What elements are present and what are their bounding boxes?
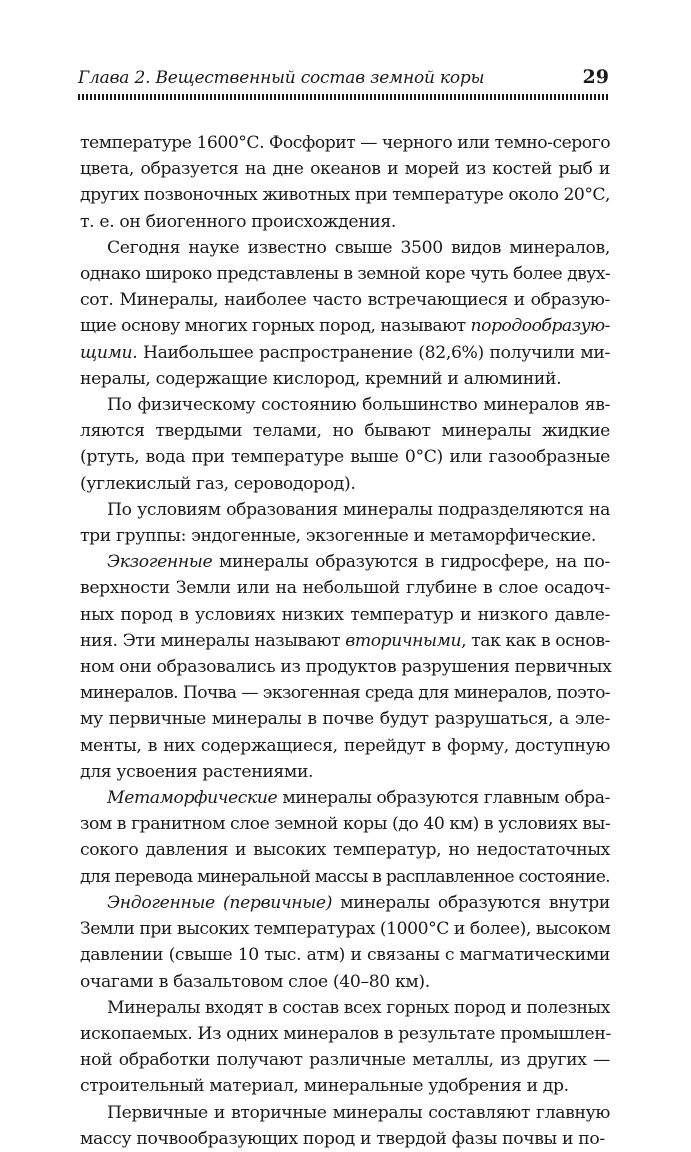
text-run: ных пород в условиях низких температур и низкого давле- bbox=[80, 604, 610, 625]
text-run: массу почвообразующих пород и твердой фазы почвы и по- bbox=[80, 1128, 605, 1149]
paragraph bbox=[80, 235, 610, 392]
text-line bbox=[80, 156, 610, 182]
text-run: минералов. Почва — экзогенная среда для минералов, поэто- bbox=[80, 683, 610, 704]
text-run: других позвоночных животных при температуре около 20°С, bbox=[80, 185, 610, 206]
text-line bbox=[80, 995, 610, 1021]
text-line bbox=[80, 602, 610, 628]
text-line bbox=[80, 182, 610, 208]
text-line bbox=[80, 235, 610, 261]
text-line bbox=[80, 733, 610, 759]
text-run: три группы: эндогенные, экзогенные и метаморфические. bbox=[80, 526, 597, 547]
text-line bbox=[80, 1073, 610, 1099]
text-line bbox=[80, 549, 610, 575]
text-run: верхности Земли или на небольшой глубине в слое осадоч- bbox=[80, 578, 610, 599]
text-run: , так как в основ- bbox=[461, 630, 610, 651]
text-run: минералы образуются в гидросфере, на по- bbox=[212, 552, 610, 573]
text-run: строительный материал, минеральные удобрения и др. bbox=[80, 1076, 569, 1097]
text-run: давлении (свыше 10 тыс. атм) и связаны с магматическими bbox=[80, 945, 610, 966]
text-run: минералы образуются главным обра- bbox=[277, 788, 610, 809]
text-run: сокого давления и высоких температур, но недостаточных bbox=[80, 840, 610, 861]
italic-term: щими bbox=[80, 342, 133, 363]
text-run: (ртуть, вода при температуре выше 0°С) или газообразные bbox=[80, 447, 610, 468]
text-run: температуре 1600°С. Фосфорит — черного или темно-серого bbox=[80, 133, 611, 153]
text-line bbox=[80, 209, 610, 235]
text-run: Земли при высоких температурах (1000°С и более), высоком bbox=[80, 919, 611, 940]
text-run: Первичные и вторичные минералы составляют главную bbox=[107, 1102, 610, 1123]
text-run: ной обработки получают различные металлы, из других — bbox=[80, 1050, 610, 1071]
paragraph bbox=[80, 549, 610, 785]
text-run: Сегодня науке известно свыше 3500 видов минералов, bbox=[107, 237, 610, 258]
text-run: зом в гранитном слое земной коры (до 40 км) в условиях вы- bbox=[80, 814, 611, 835]
text-line bbox=[80, 340, 610, 366]
text-line bbox=[80, 313, 610, 339]
text-line bbox=[80, 706, 610, 732]
text-line bbox=[80, 418, 610, 444]
running-header bbox=[78, 66, 609, 90]
text-run: щие основу многих горных пород, называют bbox=[80, 316, 471, 337]
text-run: очагами в базальтовом слое (40–80 км). bbox=[80, 971, 430, 992]
body-text bbox=[80, 130, 610, 1152]
text-run: менты, в них содержащиеся, перейдут в форму, доступную bbox=[80, 735, 610, 756]
italic-term: породообразую- bbox=[470, 316, 610, 337]
text-line bbox=[80, 785, 610, 811]
paragraph bbox=[80, 785, 610, 890]
text-line bbox=[80, 654, 610, 680]
text-line bbox=[80, 287, 610, 313]
text-line bbox=[80, 628, 610, 654]
text-run: По условиям образования минералы подразделяются на bbox=[107, 499, 610, 520]
text-run: для перевода минеральной массы в расплавленное состояние. bbox=[80, 866, 610, 887]
italic-term: Метаморфические bbox=[107, 788, 278, 809]
text-line bbox=[80, 916, 610, 942]
text-line bbox=[80, 864, 610, 890]
text-line bbox=[80, 811, 610, 837]
text-run: По физическому состоянию большинство минералов яв- bbox=[107, 395, 610, 416]
text-line bbox=[80, 261, 610, 287]
text-line bbox=[80, 444, 610, 470]
text-line bbox=[80, 969, 610, 995]
text-run: Минералы входят в состав всех горных пород и полезных bbox=[107, 997, 610, 1018]
paragraph bbox=[80, 1100, 610, 1152]
chapter-title: Глава 2. Вещественный состав земной коры bbox=[78, 68, 485, 88]
text-line bbox=[80, 366, 610, 392]
text-run: . Наибольшее распространение (82,6%) получили ми- bbox=[132, 342, 610, 363]
header-divider bbox=[78, 94, 609, 100]
text-line bbox=[80, 497, 610, 523]
text-line bbox=[80, 523, 610, 549]
paragraph bbox=[80, 130, 610, 235]
text-line bbox=[80, 1021, 610, 1047]
page-number: 29 bbox=[582, 66, 609, 88]
text-run: ископаемых. Из одних минералов в результате промышлен- bbox=[80, 1023, 611, 1044]
paragraph bbox=[80, 995, 610, 1100]
text-line bbox=[80, 1100, 610, 1126]
italic-term: Эндогенные (первичные) bbox=[107, 892, 333, 913]
text-run: нералы, содержащие кислород, кремний и алюминий. bbox=[80, 368, 562, 389]
text-line bbox=[80, 130, 610, 156]
text-run: ляются твердыми телами, но бывают минералы жидкие bbox=[80, 421, 610, 442]
text-run: му первичные минералы в почве будут разрушаться, а эле- bbox=[80, 709, 610, 730]
text-line bbox=[80, 575, 610, 601]
text-run: сот. Минералы, наиболее часто встречающиеся и образую- bbox=[80, 290, 610, 311]
text-run: однако широко представлены в земной коре чуть более двух- bbox=[80, 264, 611, 285]
text-run: (углекислый газ, сероводород). bbox=[80, 473, 356, 494]
text-run: т. е. он биогенного происхождения. bbox=[80, 211, 397, 232]
italic-term: Экзогенные bbox=[107, 552, 213, 573]
text-line bbox=[80, 759, 610, 785]
text-line bbox=[80, 837, 610, 863]
text-line bbox=[80, 942, 610, 968]
paragraph bbox=[80, 890, 610, 995]
text-line bbox=[80, 680, 610, 706]
paragraph bbox=[80, 392, 610, 497]
italic-term: вторичными bbox=[345, 630, 462, 651]
text-run: цвета, образуется на дне океанов и морей из костей рыб и bbox=[80, 159, 610, 180]
text-line bbox=[80, 392, 610, 418]
text-run: минералы образуются внутри bbox=[332, 892, 610, 913]
text-line bbox=[80, 1047, 610, 1073]
text-line bbox=[80, 1126, 610, 1152]
text-run: ния. Эти минералы называют bbox=[80, 630, 346, 651]
text-line bbox=[80, 471, 610, 497]
text-line bbox=[80, 890, 610, 916]
paragraph bbox=[80, 497, 610, 549]
text-run: для усвоения растениями. bbox=[80, 761, 314, 782]
text-run: ном они образовались из продуктов разрушения первичных bbox=[80, 657, 612, 678]
